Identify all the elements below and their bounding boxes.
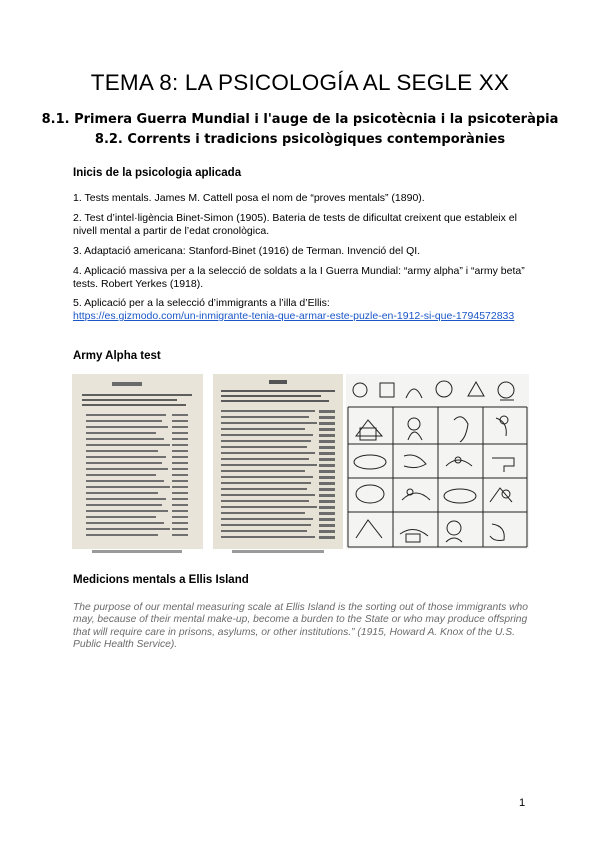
list-item-with-link [73, 297, 535, 323]
image-caption-line [232, 550, 324, 553]
section-heading-army-alpha: Army Alpha test [73, 350, 161, 362]
scanned-page-illustration [213, 374, 343, 549]
list-item: 3. Adaptació americana: Stanford-Binet (1916) de Terman. Invenció del QI. [73, 245, 421, 257]
army-alpha-test-page-image-2 [213, 374, 343, 549]
page-number: 1 [519, 797, 526, 809]
list-item-text: 5. Aplicació per a la selecció d’immigrants a l’illa d’Ellis: [73, 297, 330, 309]
list-item: 1. Tests mentals. James M. Cattell posa el nom de “proves mentals” (1890). [73, 192, 425, 204]
scanned-page-illustration [72, 374, 203, 549]
ellis-island-link[interactable]: https://es.gizmodo.com/un-inmigrante-tenia-que-armar-este-puzle-en-1912-si-que-1794572833 [73, 310, 515, 322]
army-alpha-test-page-image-1 [72, 374, 203, 549]
subtitle-8-1: 8.1. Primera Guerra Mundial i l'auge de la psicotècnia i la psicoteràpia [41, 112, 559, 127]
image-caption-line [92, 550, 182, 553]
section-heading-applied-psychology: Inicis de la psicologia aplicada [73, 167, 242, 179]
picture-completion-test-image [346, 374, 529, 549]
picture-grid-illustration [346, 374, 529, 549]
list-item: 4. Aplicació massiva per a la selecció de soldats a la I Guerra Mundial: “army alpha” i “army beta” tests. Robert Yerkes (1918). [73, 265, 525, 290]
knox-quote: The purpose of our mental measuring scale at Ellis Island is the sorting out of those immigrants who may, because of their mental make-up, become a burden to the State or who may produce offspring that will require care in prisons, asylums, or other institutions.” (1915, Howard A. Knox of the U.S. Public Health Service). [73, 602, 529, 651]
section-heading-ellis-island: Medicions mentals a Ellis Island [73, 574, 249, 586]
list-item: 2. Test d’intel·ligència Binet-Simon (1905). Bateria de tests de dificultat creixent que estableix el nivell mental a partir de l’edat cronològica. [73, 212, 517, 237]
subtitle-8-2: 8.2. Corrents i tradicions psicològiques contemporànies [94, 132, 506, 147]
page-title: TEMA 8: LA PSICOLOGÍA AL SEGLE XX [90, 70, 510, 95]
